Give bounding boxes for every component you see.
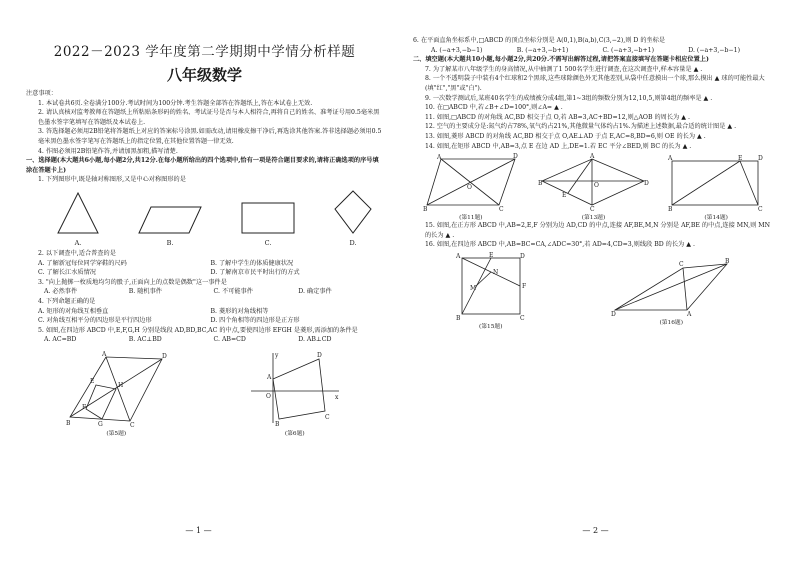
q2-options [26,259,383,278]
svg-text:E: E [562,192,567,200]
q3-options [26,287,383,297]
option: D. 确定事件 [298,288,332,296]
notice-item: 2. 请认真核对监考教师在答题纸上所粘贴条形码的姓名、考试证号是否与本人相符合,再将自己的姓名、准考证号用0.5毫米黑色墨水签字笔填写在答题纸及本试卷上. [38,109,380,126]
svg-text:B: B [538,180,543,188]
figure-q11 [423,155,519,221]
option: B. AC⊥BD [128,336,162,344]
page-number: — 2 — [582,526,609,535]
svg-text:C: C [324,413,330,421]
option-label: D. [349,238,357,247]
page-right [397,0,794,561]
svg-text:M: M [469,284,476,292]
svg-text:D: D [758,155,763,163]
svg-text:N: N [492,268,498,276]
svg-text:A: A [687,310,692,318]
question-13: 13. 如图,菱形 ABCD 的对角线 AC,BD 相交于点 O,AE⊥AD 于点 E,AC=8,BD=6,则 OE 的长为 ▲ . [425,132,706,140]
svg-text:A: A [436,154,442,162]
figure-q6 [247,349,343,437]
figure-caption: (第13题) [581,215,606,222]
svg-text:D: D [611,310,617,318]
option: B. 随机事件 [128,288,162,296]
option: C. 不可能事件 [213,288,253,296]
question-7: 7. 为了解某市八年级学生的身高情况,从中抽测了1 500名学生进行调查,在这次调查中,样本容量是 ▲ . [425,65,703,73]
svg-text:D: D [512,153,518,161]
question-6: 6. 在平面直角坐标系中,□ABCD 的顶点坐标分别是 A(0,1),B(a,b),C(3,−2),则 D 的坐标是 [413,37,666,44]
svg-text:A: A [102,350,107,358]
option: A. AC=BD [44,336,77,344]
exam-title: 2022－2023 学年度第二学期期中学情分析样题 [53,44,356,60]
svg-text:D: D [162,352,168,360]
question-3: 3. "向上抛掷一枚质地均匀的骰子,正面向上的点数是偶数"这一事件是 [38,278,227,286]
option: C. AB=CD [213,336,246,344]
option: A. 矩形的对角线互相垂直 [38,307,109,315]
svg-text:D: D [644,180,650,188]
svg-text:B: B [274,420,280,428]
figure-caption: (第11题) [459,215,483,222]
svg-text:A: A [668,155,673,163]
svg-text:C: C [498,206,504,214]
svg-text:F: F [521,282,526,290]
option: A. 了解新冠每位同学穿鞋的尺码 [38,259,127,267]
svg-text:x: x [334,393,339,401]
svg-text:E: E [738,155,743,163]
svg-text:A: A [455,252,461,260]
q5-options [26,335,383,345]
option: D. AB⊥CD [298,336,332,344]
figure-q5 [66,349,166,437]
right-figures-row2 [413,251,774,330]
q6-options [413,46,774,56]
svg-text:B: B [422,206,428,214]
notice-heading: 注意事项： [26,90,57,97]
option-label: B. [166,238,174,247]
question-15: 15. 如图,在正方形 ABCD 中,AB=2,E,F 分别为边 AD,CD 的中点,连接 AF,BE,M,N 分别是 AF,BE 的中点,连接 MN,则 MN 的长为 ▲ . [425,222,770,239]
figure-q15 [455,251,526,330]
svg-text:C: C [758,206,763,214]
svg-text:O: O [466,184,472,192]
notice-item: 4. 作图必须用2B铅笔作答,并请加黑加粗,描写清楚. [38,147,178,155]
figure-q14 [668,155,764,221]
shape-parallelogram [137,205,203,247]
svg-text:C: C [590,206,596,214]
section-choice-heading: 一、选择题(本大题共6小题,每小题2分,共12分.在每小题所给出的四个选项中,恰有一项是符合题目要求的,请将正确选项的序号填涂在答题卡上) [26,157,379,174]
option-label: C. [264,238,272,247]
figure-caption: (第16题) [659,319,683,326]
option: B. (−a+3,−b+1) [516,46,569,54]
option: A. (−a+3,−b−1) [431,46,483,54]
question-4: 4. 下列命题正确的是 [38,297,96,305]
section-fill-heading: 二、填空题(本大题共10小题,每小题2分,共20分.不需写出解答过程,请把答案直接填写在答题卡相应位置上) [413,56,709,64]
notice-item: 3. 答选择题必须用2B铅笔将答题纸上对应的答案标号涂黑.如需改动,请用橡皮擦干净后,再选涂其他答案.答非选择题必须用0.5毫米黑色墨水签字笔写在答题纸上的指定位置,在其他位置答题一律无效. [38,128,382,145]
svg-text:D: D [519,252,525,260]
svg-text:O: O [265,392,271,400]
option: D. 四个角相等的四边形是正方形 [210,317,300,325]
svg-text:O: O [594,182,600,190]
svg-text:E: E [90,377,95,385]
svg-text:C: C [130,421,135,429]
question-8: 8. 一个不透明袋子中装有4个红球和2个黑球,这些球除颜色外无其他差别,从袋中任意摸出一个球,那么摸出 ▲ 球的可能性最大(填"红","黑"或"白"). [425,75,765,92]
svg-text:C: C [679,260,684,268]
option: B. 了解中学生的体质健康状况 [210,259,294,267]
figure-q16 [611,254,731,330]
shape-triangle [56,191,100,247]
svg-text:A: A [266,373,272,381]
question-2: 2. 以下调查中,适合普查的是 [38,249,116,257]
option: B. 菱形的对角线相等 [210,307,269,315]
option: C. 了解长江水质情况 [38,269,96,277]
left-figures [26,349,383,437]
svg-text:H: H [118,381,124,389]
shape-kite [333,189,373,247]
svg-text:G: G [98,420,104,428]
svg-text:B: B [668,206,673,214]
svg-text:A: A [590,153,595,161]
figure-caption: (第6题) [284,430,305,437]
notice-item: 1. 本试卷共6页.全卷满分100分.考试时间为100分钟.考生答题全部答在答题纸上,答在本试卷上无效. [38,99,313,107]
shape-rectangle [240,201,296,247]
option: D. (−a+3,−b−1) [688,46,740,54]
question-9: 9. 一次数学测试后,某班40名学生的成绩被分成4组,第1~3组的频数分别为12,10,5,则第4组的频率是 ▲ . [425,94,713,102]
svg-text:C: C [519,314,525,322]
question-10: 10. 在□ABCD 中,若∠B+∠D=100°,则∠A= ▲ . [425,104,563,112]
q1-shapes [56,189,373,247]
q4-options [26,307,383,326]
figure-caption: (第5题) [106,430,127,437]
question-14: 14. 如图,在矩形 ABCD 中,AB=3,点 E 在边 AD 上,DE=1.若 EC 平分∠BED,则 BC 的长为 ▲ . [425,142,692,150]
question-12: 12. 空气的主要成分是:氮气约占78%,氧气约占21%,其他微量气体约占1%.为描述上述数据,最合适的统计图是 ▲ . [425,123,737,131]
svg-text:B: B [66,419,71,427]
option: A. 必然事件 [44,288,78,296]
svg-text:E: E [488,251,494,259]
figure-q13 [538,155,648,221]
svg-text:B: B [455,314,461,322]
page-number: — 1 — [185,526,212,535]
right-figures-row1 [413,155,774,221]
figure-caption: (第15题) [479,323,503,330]
exam-subtitle: 八年级数学 [166,66,242,84]
figure-caption: (第14题) [704,215,728,222]
question-5: 5. 如图,在四边形 ABCD 中,E,F,G,H 分别是线段 AD,BD,BC,AC 的中点,要使四边形 EFGH 是菱形,需添加的条件是 [38,326,358,334]
question-11: 11. 如图,□ABCD 的对角线 AC,BD 相交于点 O,若 AB=3,AC+BD=12,则△AOB 的周长为 ▲ . [425,113,690,121]
option: C. 对角线互相平分的四边形是平行四边形 [38,317,152,325]
svg-text:F: F [82,403,87,411]
svg-text:B: B [725,257,730,265]
question-1: 1. 下列图形中,既是轴对称图形,又是中心对称图形的是 [38,176,186,184]
option-label: A. [74,238,82,247]
option: C. (−a+3,−b+1) [602,46,655,54]
question-16: 16. 如图,在四边形 ABCD 中,AB=BC=CA,∠ADC=30°,若 AD=4,CD=3,则线段 BD 的长为 ▲ . [425,241,695,249]
option: D. 了解南京市民平时出行的方式 [210,269,300,277]
svg-text:D: D [316,351,322,359]
svg-text:y: y [274,351,279,359]
